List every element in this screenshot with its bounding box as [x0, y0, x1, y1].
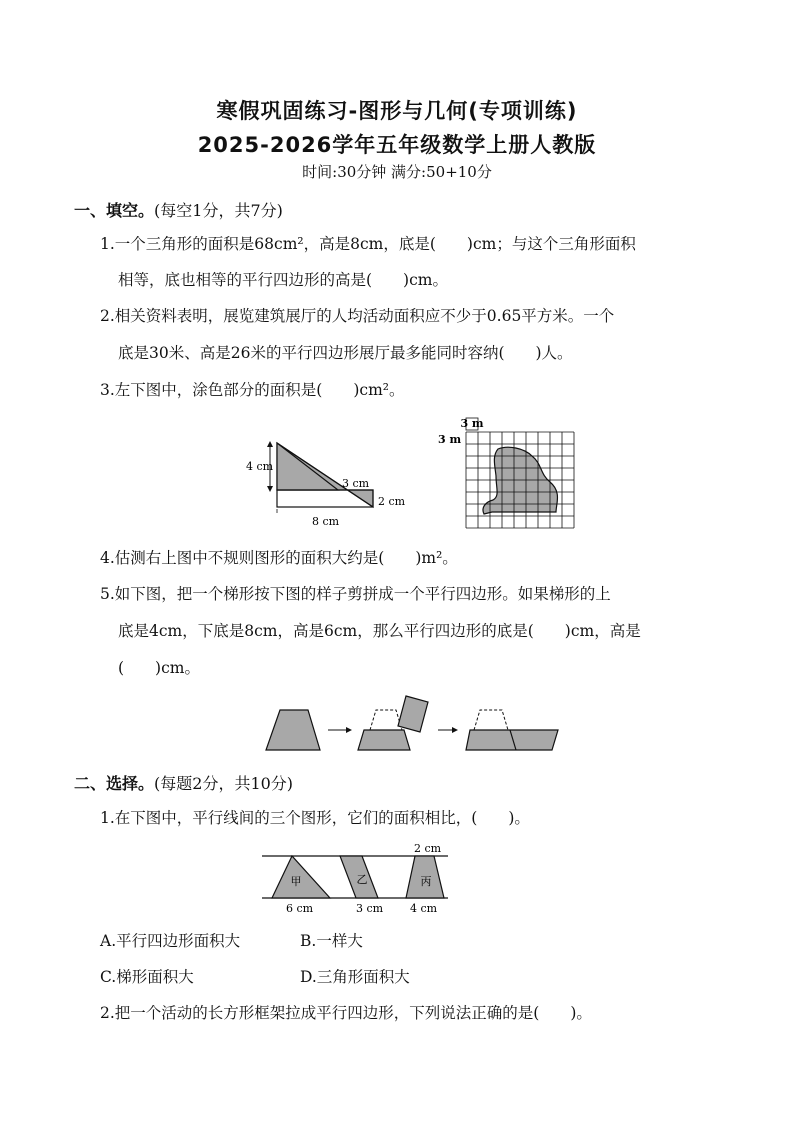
page-title: 寒假巩固练习-图形与几何(专项训练): [216, 99, 578, 123]
question-1-line-1: 1.一个三角形的面积是68cm²，高是8cm，底是( )cm；与这个三角形面积: [100, 235, 636, 253]
label-4cm: 4 cm: [410, 902, 438, 915]
trapezoid-rearrange-figure: [258, 692, 560, 754]
arrow-right-icon: [452, 727, 458, 733]
option-a[interactable]: A.平行四边形面积大: [100, 932, 241, 950]
label-2cm: 2 cm: [378, 495, 406, 508]
label-yi: 乙: [356, 873, 368, 886]
rotated-piece: [398, 696, 428, 732]
grid: [466, 432, 574, 528]
grid-irregular-figure: [436, 414, 581, 534]
page-subtitle: 2025-2026学年五年级数学上册人教版: [197, 133, 597, 157]
section-1-title: 一、填空。: [74, 201, 155, 220]
section-1-heading: [74, 198, 283, 221]
question-5-line-1: 5.如下图，把一个梯形按下图的样子剪拼成一个平行四边形。如果梯形的上: [100, 585, 611, 603]
cut-outline-top-2: [474, 710, 508, 730]
option-b[interactable]: B.一样大: [300, 932, 363, 950]
bottom-piece: [358, 730, 410, 750]
option-c[interactable]: C.梯形面积大: [100, 968, 194, 986]
result-parallelogram: [466, 730, 558, 750]
label-6cm: 6 cm: [286, 902, 314, 915]
label-jia: 甲: [290, 875, 302, 888]
arrow-down-icon: [267, 486, 273, 492]
option-d[interactable]: D.三角形面积大: [300, 968, 410, 986]
section-2-title: 二、选择。: [74, 774, 155, 793]
question-4: 4.估测右上图中不规则图形的面积大约是( )m²。: [100, 549, 458, 567]
question-2-line-2: 底是30米、高是26米的平行四边形展厅最多能同时容纳( )人。: [118, 344, 573, 362]
label-4cm: 4 cm: [246, 460, 274, 473]
cut-outline-top: [370, 710, 402, 730]
label-2cm: 2 cm: [414, 842, 442, 855]
label-3cm: 3 cm: [356, 902, 384, 915]
question-5-line-2: 底是4cm，下底是8cm，高是6cm，那么平行四边形的底是( )cm，高是: [118, 622, 641, 640]
label-3cm: 3 cm: [342, 477, 370, 490]
question-5-line-3: ( )cm。: [118, 659, 200, 677]
label-3m-left: 3 m: [438, 433, 462, 446]
section-2-heading: [74, 771, 293, 794]
upper-triangle: [277, 443, 338, 490]
arrow-right-icon: [346, 727, 352, 733]
question-3: 3.左下图中，涂色部分的面积是( )cm²。: [100, 381, 405, 399]
original-trapezoid: [266, 710, 320, 750]
label-8cm: 8 cm: [312, 515, 340, 528]
question-2-line-1: 2.相关资料表明，展览建筑展厅的人均活动面积应不少于0.65平方米。一个: [100, 307, 615, 325]
choice-question-2: 2.把一个活动的长方形框架拉成平行四边形，下列说法正确的是( )。: [100, 1004, 592, 1022]
section-2-note: (每题2分，共10分): [154, 774, 294, 793]
label-3m-top: 3 m: [460, 417, 484, 430]
exam-meta: 时间:30分钟 满分:50+10分: [302, 163, 492, 181]
parallel-lines-figure: [258, 838, 453, 918]
choice-question-1: 1.在下图中，平行线间的三个图形，它们的面积相比，( )。: [100, 809, 530, 827]
label-bing: 丙: [420, 875, 432, 888]
shaded-triangle-figure: [240, 435, 406, 530]
arrow-up-icon: [267, 441, 273, 447]
question-1-line-2: 相等，底也相等的平行四边形的高是( )cm。: [118, 271, 448, 289]
section-1-note: (每空1分，共7分): [154, 201, 283, 220]
